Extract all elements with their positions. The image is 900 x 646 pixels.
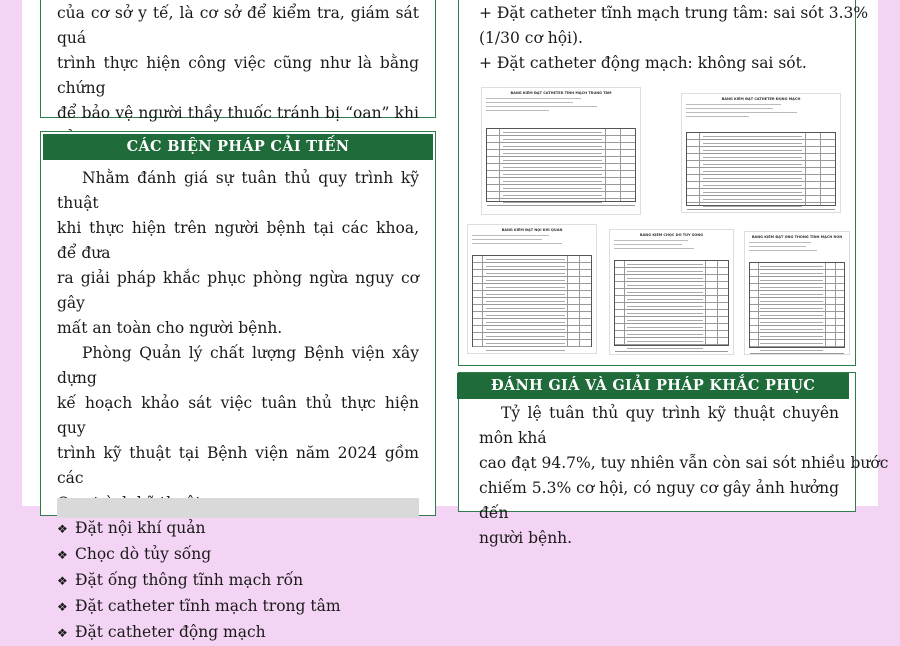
form-title: BẢNG KIỂM ĐẶT NỘI KHÍ QUẢN — [501, 228, 563, 232]
checklist-form-cvc — [481, 87, 641, 215]
list-item: ❖ Đặt catheter động mạch — [57, 620, 419, 646]
checklist-form-arterial — [681, 93, 841, 213]
procedure-list — [57, 516, 419, 646]
checklist-form-intubation — [467, 224, 597, 354]
para1-line: Nhằm đánh giá sự tuân thủ quy trình kỹ thuật — [57, 169, 419, 212]
results-text — [479, 1, 869, 76]
form-title: BẢNG KIỂM ĐẶT CATHETER TĨNH MẠCH TRUNG TÂM — [510, 91, 612, 95]
checklist-form-lumbar-puncture — [609, 229, 734, 355]
results-box — [458, 0, 869, 366]
footer-grey-bar — [57, 498, 419, 518]
checklist-form-umbilical — [744, 231, 850, 355]
section-title-evaluation: ĐÁNH GIÁ VÀ GIẢI PHÁP KHẮC PHỤC — [457, 373, 849, 399]
section-title-improvements: CÁC BIỆN PHÁP CẢI TIẾN — [43, 134, 433, 160]
para1-line: khi thực hiện trên người bệnh tại các khoa, để đưa — [57, 219, 419, 262]
para2-line: kế hoạch khảo sát việc tuân thủ thực hiện quy — [57, 394, 419, 437]
diamond-bullet-icon: ❖ — [57, 574, 68, 588]
list-item: ❖ Đặt ống thông tĩnh mạch rốn — [57, 568, 419, 594]
evaluation-box — [458, 372, 889, 547]
para2-line: Phòng Quản lý chất lượng Bệnh viện xây dựng — [57, 344, 419, 387]
diamond-bullet-icon: ❖ — [57, 626, 68, 640]
list-item: ❖ Đặt catheter tĩnh mạch trong tâm — [57, 594, 419, 620]
list-item: ❖ Chọc dò tủy sống — [57, 542, 419, 568]
result-line: + Đặt catheter tĩnh mạch trung tâm: sai sót 3.3% — [479, 4, 869, 22]
intro-line: để bảo vệ người thầy thuốc tránh bị “oan” khi — [57, 104, 419, 122]
form-title: BẢNG KIỂM ĐẶT ỐNG THÔNG TĨNH MẠCH RỐN — [751, 235, 843, 239]
para2-line: trình kỹ thuật tại Bệnh viện năm 2024 gồm các — [57, 444, 419, 487]
diamond-bullet-icon: ❖ — [57, 548, 68, 562]
newsletter-page — [22, 0, 889, 641]
list-item: ❖ Đặt nội khí quản — [57, 516, 419, 542]
para1-line: mất an toàn cho người bệnh. — [57, 319, 283, 337]
result-line: + Đặt catheter động mạch: không sai sót. — [479, 54, 807, 72]
eval-line: chiếm 5.3% cơ hội, có nguy cơ gây ảnh hưởng đến — [479, 479, 839, 522]
intro-box — [40, 0, 436, 122]
result-line: (1/30 cơ hội). — [479, 29, 583, 47]
eval-line: cao đạt 94.7%, tuy nhiên vẫn còn sai sót nhiều bước — [479, 454, 889, 472]
para1-line: ra giải pháp khắc phục phòng ngừa nguy cơ gây — [57, 269, 419, 312]
evaluation-body — [479, 401, 889, 551]
diamond-bullet-icon: ❖ — [57, 600, 68, 614]
intro-line: của cơ sở y tế, là cơ sở để kiểm tra, giám sát quá — [57, 4, 419, 47]
improvement-box — [40, 131, 436, 641]
intro-line: trình thực hiện công việc cũng như là bằng chứng — [57, 54, 419, 97]
improvement-body — [57, 166, 419, 646]
diamond-bullet-icon: ❖ — [57, 522, 68, 536]
eval-line: người bệnh. — [479, 529, 573, 547]
form-title: BẢNG KIỂM ĐẶT CATHETER ĐỘNG MẠCH — [721, 97, 801, 101]
eval-line: Tỷ lệ tuân thủ quy trình kỹ thuật chuyên môn khá — [479, 404, 839, 447]
form-title: BẢNG KIỂM CHỌC DÒ TỦY SỐNG — [639, 233, 704, 237]
